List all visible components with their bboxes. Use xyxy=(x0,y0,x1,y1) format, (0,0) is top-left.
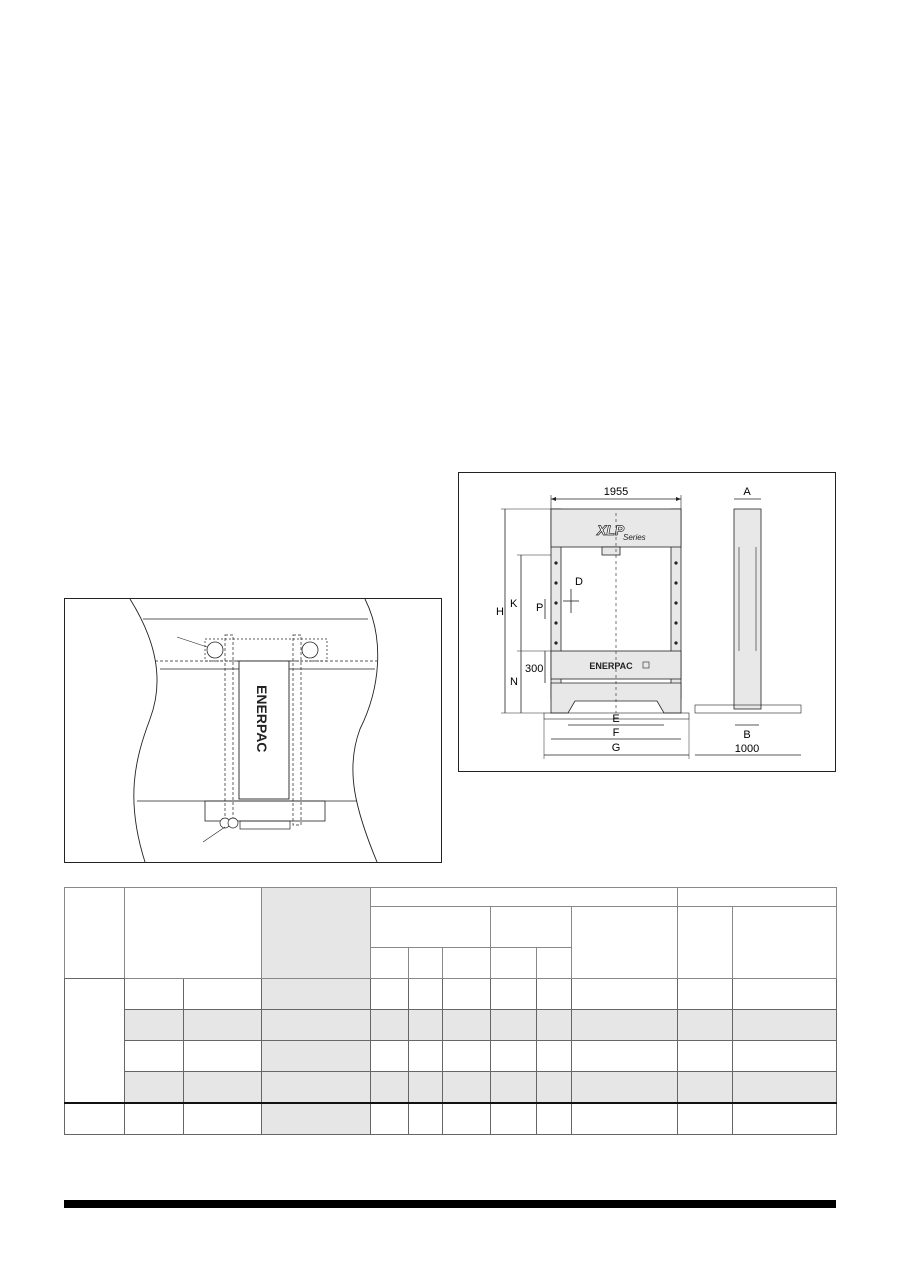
table-header-row-1 xyxy=(65,888,837,907)
press-dimension-drawing xyxy=(459,473,835,771)
table-row xyxy=(65,979,837,1010)
dim-width-top: 1955 xyxy=(603,486,629,498)
cylinder-mount-figure xyxy=(64,598,442,863)
dim-300: 300 xyxy=(525,663,544,675)
cylinder-brand-label: ENERPAC xyxy=(254,685,270,753)
dim-K: K xyxy=(510,598,518,610)
dim-B: B xyxy=(743,729,751,741)
enerpac-plate: ENERPAC xyxy=(589,661,633,671)
footer-rule xyxy=(64,1200,836,1208)
specification-table xyxy=(64,887,837,1135)
dim-G: G xyxy=(611,742,621,754)
xlp-series-logo: XLP xyxy=(597,522,625,538)
table-row xyxy=(65,1041,837,1072)
table-row xyxy=(65,1103,837,1135)
cylinder-mount-drawing xyxy=(65,599,441,862)
dim-E: E xyxy=(612,713,620,725)
dim-A: A xyxy=(743,486,751,498)
dim-H: H xyxy=(496,606,504,618)
dim-1000: 1000 xyxy=(734,743,760,755)
dim-N: N xyxy=(510,676,518,688)
dim-F: F xyxy=(612,727,620,739)
table-row xyxy=(65,1010,837,1041)
dim-P: P xyxy=(536,602,544,614)
series-word: Series xyxy=(623,533,646,542)
press-dimension-figure xyxy=(458,472,836,772)
table-row xyxy=(65,1072,837,1104)
dim-D: D xyxy=(575,576,583,588)
